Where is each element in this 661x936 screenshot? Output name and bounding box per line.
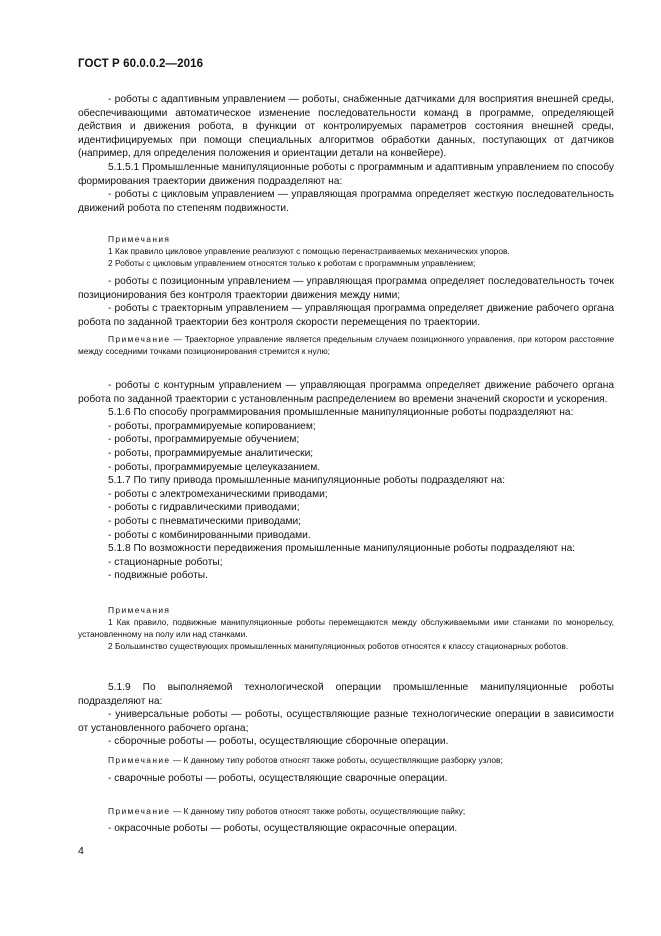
list-item: - сварочные роботы — роботы, осуществляющие сварочные операции. xyxy=(108,773,448,784)
list-item: - роботы, программируемые копированием; xyxy=(108,420,316,432)
paragraph: 5.1.7 По типу привода промышленные манипуляционные роботы подразделяют на: xyxy=(108,475,506,487)
paragraph: 5.1.9 По выполняемой технологической операции промышленные манипуляционные роботы подразделяют на: xyxy=(78,682,614,707)
text-block-classification xyxy=(78,379,614,583)
text-block-positional xyxy=(78,275,614,329)
note-label: Примечание xyxy=(108,806,171,816)
list-item: - роботы с гидравлическими приводами; xyxy=(108,502,300,514)
notes-mobile xyxy=(78,604,614,652)
note-text: — Траекторное управление является предельным случаем позиционного управления, при котором расстояние между соседними точками позиционирования стремится к нулю; xyxy=(78,334,614,356)
notes-title: Примечания xyxy=(108,605,171,615)
text-block-welding xyxy=(78,772,614,786)
note-soldering xyxy=(78,805,614,817)
document-header: ГОСТ Р 60.0.0.2—2016 xyxy=(78,58,204,70)
note-item: 2 Роботы с цикловым управлением относятся только к роботам с программным управлением; xyxy=(108,258,476,268)
notes-cyclic xyxy=(78,233,614,269)
list-item: - универсальные роботы — роботы, осуществляющие разные технологические операции в зависимости от установленного рабочего органа; xyxy=(78,709,614,734)
list-item: - роботы, программируемые обучением; xyxy=(108,434,300,446)
note-text: — К данному типу роботов относят также роботы, осуществляющие разборку узлов; xyxy=(172,755,503,765)
paragraph: 5.1.8 По возможности передвижения промышленные манипуляционные роботы подразделяют на: xyxy=(108,543,576,555)
paragraph: - роботы с адаптивным управлением — роботы, снабженные датчиками для восприятия внешней среды, обеспечивающими автоматическое изменение последовательности команд в программе, определяющей действия и движения робота, в функции от контролируемых параметров состояния внешней среды, идентифицируемых при помощи специальных алгоритмов обработки данных, поступающих от датчиков (например, для определения положения и ориентации детали на конвейере). xyxy=(78,94,614,160)
paragraph: - роботы с контурным управлением — управляющая программа определяет движение рабочего органа робота по заданной траектории с установленным распределением во времени значений скорости и ускорения. xyxy=(78,380,614,405)
list-item: - роботы с электромеханическими приводами; xyxy=(108,488,328,500)
note-item: 1 Как правило цикловое управление реализуют с помощью перенастраиваемых механических упоров. xyxy=(108,246,510,256)
text-block-adaptive xyxy=(78,93,614,215)
paragraph: 5.1.5.1 Промышленные манипуляционные роботы с программным и адаптивным управлением по способу формирования траектории движения подразделяют на: xyxy=(78,161,614,187)
note-label: Примечание xyxy=(108,334,171,344)
note-assembly xyxy=(78,754,614,766)
paragraph: - роботы с цикловым управлением — управляющая программа определяет жесткую последовательность движений робота по степеням подвижности. xyxy=(78,189,614,214)
list-item: - роботы с комбинированными приводами. xyxy=(108,529,311,541)
paragraph: 5.1.6 По способу программирования промышленные манипуляционные роботы подразделяют на: xyxy=(108,407,574,419)
text-block-painting xyxy=(78,822,614,836)
note-trajectory xyxy=(78,333,614,357)
list-item: - роботы с пневматическими приводами; xyxy=(108,515,301,527)
paragraph: - роботы с позиционным управлением — управляющая программа определяет последовательность точек позиционирования без контроля траектории движения между ними; xyxy=(78,276,614,301)
list-item: - окрасочные роботы — роботы, осуществляющие окрасочные операции. xyxy=(108,823,458,834)
list-item: - роботы, программируемые целеуказанием. xyxy=(108,461,321,473)
list-item: - роботы, программируемые аналитически; xyxy=(108,447,314,459)
page-number: 4 xyxy=(78,845,84,857)
list-item: - сборочные роботы — роботы, осуществляющие сборочные операции. xyxy=(108,736,449,748)
text-block-operations xyxy=(78,681,614,749)
note-item: 1 Как правило, подвижные манипуляционные роботы перемещаются между обслуживаемыми ими станками по монорельсу, установленному на полу или над станками. xyxy=(78,617,614,639)
paragraph: - роботы с траекторным управлением — управляющая программа определяет движение рабочего органа робота по заданной траектории без контроля скорости перемещения по траектории. xyxy=(78,303,614,328)
list-item: - подвижные роботы. xyxy=(108,570,208,582)
note-text: — К данному типу роботов относят также роботы, осуществляющие пайку; xyxy=(172,806,466,816)
notes-title: Примечания xyxy=(108,234,171,244)
note-label: Примечание xyxy=(108,755,171,765)
list-item: - стационарные роботы; xyxy=(108,556,223,568)
note-item: 2 Большинство существующих промышленных манипуляционных роботов относятся к классу стационарных роботов. xyxy=(108,641,569,651)
